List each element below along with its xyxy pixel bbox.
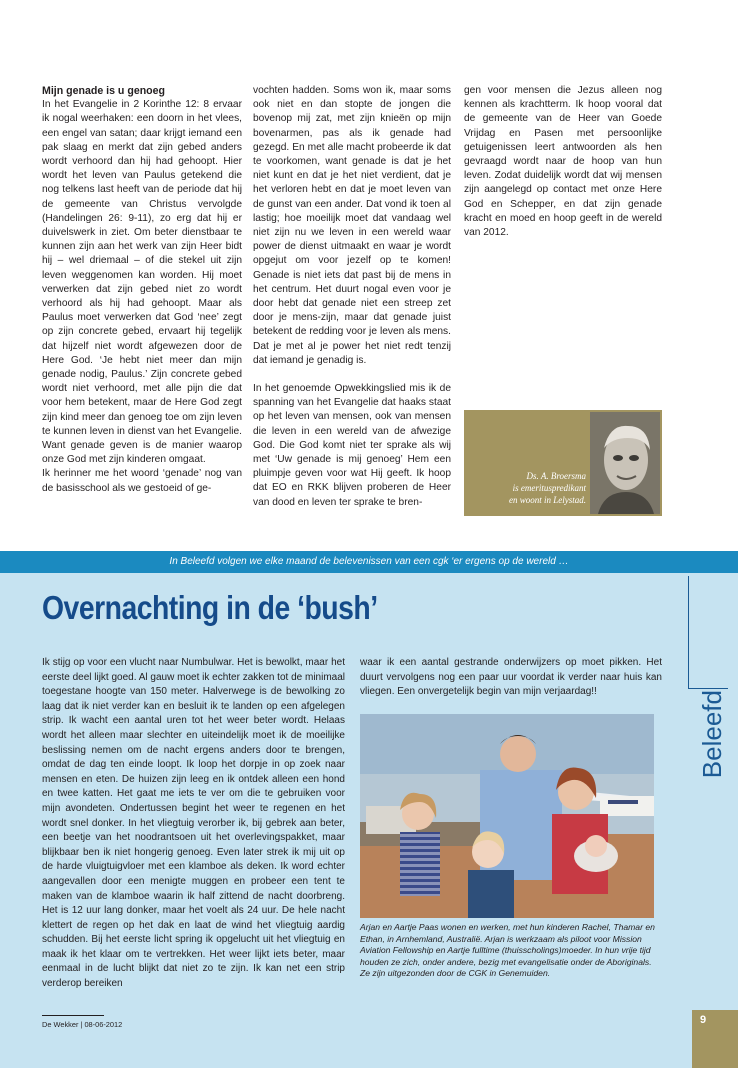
article-paragraph: Ik herinner me het woord ‘genade’ nog van de basisschool als we gestoeid of ge- [42, 468, 242, 494]
author-location: en woont in Lelystad. [509, 495, 586, 505]
page-number: 9 [700, 1014, 707, 1026]
section-tab [692, 690, 732, 800]
page-number-box [692, 1010, 738, 1068]
section-tab-rule [688, 688, 728, 689]
family-photo [360, 714, 654, 918]
story-paragraph: Ik stijg op voor een vlucht naar Numbulwar. Het is bewolkt, maar het eerste deel lijkt goed. Al gauw moet ik echter zakken tot de minimaal toegestane hoogte van 150 meter. Halverwege is de bewolking zo laag dat ik niet verder kan en besluit ik te landen op een afgelegen strip. Ik wacht een aantal uren tot het weer beter wordt. Helaas wordt het alleen maar slechter en uiteindelijk moet ik de moeilijke beslissing nemen om de nacht ergens anders door te brengen, omdat de dag ten einde loopt. Ik loop het dorpje in op zoek naar mensen en eten. De huizen zijn leeg en ik ontdek alleen een hond en twee katten. Het gaat me iets te ver om die te gebruiken voor mijn avondeten. Ondertussen begint het weer te regenen en het wordt snel donker. In het vliegtuig verorber ik, bij gebrek aan beter, een beetje van het noodrantsoen uit het overlevingspakket, maar blijkbaar ben ik niet hongerig genoeg. Even later strek ik mij uit op de harde vluigtuigvloer met een klamboe als deken. Ik word echter aangevallen door een menigte muggen en probeer een tent te maken van de klamboe waarin ik half zittend de nacht doorbreng. Het is 12 uur lang donker, maar het voelt als 24 uur. De hele nacht klettert de regen op het dak en laat de wind het vliegtuig aardig schudden. Bij het eerste licht spring ik opgelucht uit het vliegtuig en maak ik het klaar om te vertrekken. Het weer lijkt iets beter, maar eenmaal in de lucht blijkt dat niet zo te zijn. Ik kan net een strip verderop bereiken [42, 657, 345, 990]
article-paragraph: In het genoemde Opwekkingslied mis ik de spanning van het Evangelie dat haaks staat op het leven van mensen, ook van mensen die leven in een wereld van de afwezige God. Die God komt niet ter sprake als wij met ‘Uw genade is mij genoeg’ Hem een pluimpje geven voor wat Hij geeft. Ik hoop dat EO en RKK blijven proberen de Heer van dood en leven ter sprake te bren- [253, 383, 451, 508]
story-paragraph: waar ik een aantal gestrande onderwijzers op moet pikken. Het duurt vervolgens nog een paar uur voordat ik verder naar huis kan vliegen. Een onvergetelijk begin van mijn verjaardag!! [360, 657, 662, 698]
photo-caption: Arjan en Aartje Paas wonen en werken, met hun kinderen Rachel, Thamar en Ethan, in Arnhemland, Australië. Arjan is werkzaam als piloot voor Mission Aviation Fellowship en Aartje fulltime (thuisscholings)moeder. In hun vrije tijd houden ze zich, onder andere, bezig met evangelisatie onder de Aboriginals. Ze zijn uitgezonden door de CGK in Genemuiden. [360, 922, 655, 979]
story-column-1 [42, 656, 345, 992]
author-role: is emerituspredikant [512, 483, 586, 493]
article-paragraph: vochten hadden. Soms won ik, maar soms ook niet en dan stopte de jongen die bovenop mij zat, met zijn knieën op mijn bovenarmen, pas als ik genade had gezegd. En met alle macht probeerde ik dat te voorkomen, want genade is dat je het niet kunt en dat je het niet verdient, dat je het verloren hebt en dat je moet leven van de gunst van een ander. Dat vond ik toen al lastig; hoe moeilijk moet dat vandaag wel niet zijn nu we leven in een wereld waar power de dienst uitmaakt en waar je wordt opgejut om voor jezelf op te komen! Genade is niet iets dat past bij de mens in het centrum. Het duurt nogal even voor je door hebt dat genade niet een streep zet door je mens-zijn, maar dat genade juist betekent de redding voor je leven als mens. Dat je met al je power het niet redt tenzij dat iemand je genadig is. [253, 85, 451, 366]
article-column-2 [253, 84, 451, 510]
author-caption [470, 470, 586, 506]
author-name: Ds. A. Broersma [526, 471, 586, 481]
article-headline: Overnachting in de ‘bush’ [42, 589, 378, 626]
article-column-1 [42, 84, 242, 496]
section-banner: In Beleefd volgen we elke maand de belevenissen van een cgk ‘er ergens op de wereld … [0, 551, 738, 573]
article-heading: Mijn genade is u genoeg [42, 85, 166, 97]
section-tab-label: Beleefd [697, 690, 727, 779]
footer-publication-label: De Wekker | 08-06-2012 [42, 1020, 123, 1029]
article-column-3 [464, 84, 662, 240]
article-paragraph: In het Evangelie in 2 Korinthe 12: 8 ervaar ik nogal weerhaken: een doorn in het vlees, een engel van satan; daar krijgt iemand een pak slaag en merkt dat zijn gebed anders wordt verhoord dan hij had gehoopt. Hier wordt het leven van Paulus getekend die nog telkens last heeft van de periode dat hij de gemeente van Christus vervolgde (Handelingen 26: 9-11), zo erg dat hij er duivelswerk in ziet. Om beter dienstbaar te kunnen zijn aan het werk van zijn Heer bidt hij – wel driemaal – of die stekel uit zijn leven weggenomen kan worden. Hij moet verwerken dat zijn gebed niet zo wordt verhoord als hij had gehoopt. Maar als Paulus moet verwerken dat God ‘nee’ zegt op zijn concrete gebed, ervaart hij tegelijk dat hijzelf niet wordt afgewezen door de Here God. ‘Je hebt niet meer dan mijn genade nodig, Paulus.’ Zijn concrete gebed wordt niet verhoord, met alle pijn die dat voor hem betekent, maar de Here God zegt zijn kind meer dan genoeg toe om zijn leven te kunnen leven in dienst van het Evangelie. Want genade geven is de manier waarop onze God met zijn kinderen omgaat. [42, 99, 242, 466]
article-paragraph: gen voor mensen die Jezus alleen nog kennen als krachtterm. Ik hoop vooral dat de gemeente van de Heer van Goede Vrijdag en Pasen met persoonlijke getuigenissen leert antwoorden als hen gevraagd wordt naar de hoop van hun leven. Zodat duidelijk wordt dat wij mensen zijn aangelegd op contact met onze Here God en Schepper, en dat zijn genade kracht en moed en hoop geeft in de wereld van 2012. [464, 85, 662, 239]
story-column-2 [360, 656, 662, 700]
footer-rule [42, 1015, 104, 1016]
author-portrait-photo [590, 412, 660, 514]
section-tab-rule [688, 576, 689, 688]
